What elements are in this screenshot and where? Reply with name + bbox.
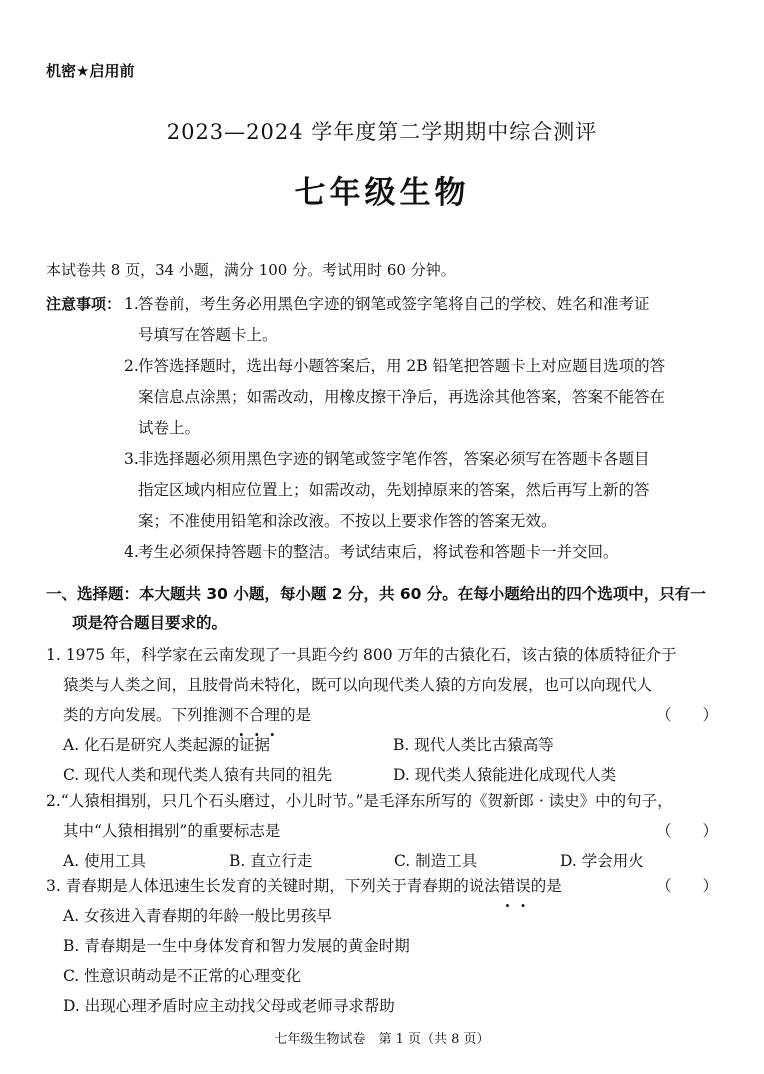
stem-text: 类的方向发展。下列推测 xyxy=(63,706,234,724)
stem-text: 其中“人猿相揖别”的重要标志是 xyxy=(63,822,281,840)
option-b[interactable]: B. 青春期是一生中身体发育和智力发展的黄金时期 xyxy=(63,937,410,955)
section-heading xyxy=(46,580,736,638)
answer-bracket: （ ） xyxy=(655,706,718,724)
option-d[interactable]: D. 学会用火 xyxy=(560,852,644,870)
note-line: 案信息点涂黑；如需改动，用橡皮擦干净后，再选涂其他答案，答案不能答在 xyxy=(138,388,666,406)
question-stem-line: 2.“人猿相揖别，只几个石头磨过，小儿时节。”是毛泽东所写的《贺新郎 · 读史》中的句子， xyxy=(46,792,673,810)
option-d[interactable]: D. 出现心理矛盾时应主动找父母或老师寻求帮助 xyxy=(63,997,395,1015)
question-stem-line xyxy=(46,700,736,730)
question-2 xyxy=(46,786,736,876)
emphasis-dot-char: 不 xyxy=(233,706,250,724)
option-b[interactable]: B. 直立行走 xyxy=(229,852,313,870)
option-a[interactable]: A. 女孩进入青春期的年龄一般比男孩早 xyxy=(63,907,333,925)
emphasis-dot-char: 误 xyxy=(515,877,531,895)
option-a[interactable]: A. 化石是研究人类起源的证据 xyxy=(63,736,271,754)
note-item xyxy=(124,537,726,568)
note-line: 号填写在答题卡上。 xyxy=(138,326,278,344)
note-number: 1. xyxy=(124,295,139,313)
section-heading-line: 项是符合题目要求的。 xyxy=(72,614,228,632)
note-line: 试卷上。 xyxy=(138,419,201,437)
question-stem-line xyxy=(46,871,736,901)
note-line: 作答选择题时，选出每小题答案后，用 2B 铅笔把答题卡上对应题目选项的答 xyxy=(138,357,666,375)
emphasized-text xyxy=(500,877,531,895)
exam-intro: 本试卷共 8 页，34 小题，满分 100 分。考试用时 60 分钟。 xyxy=(46,261,456,279)
option-c[interactable]: C. 制造工具 xyxy=(394,852,478,870)
note-item xyxy=(124,289,726,351)
exam-title: 2023—2024 学年度第二学期期中综合测评 xyxy=(166,120,598,144)
stem-text: 的是 xyxy=(530,877,562,895)
note-number: 2. xyxy=(124,357,139,375)
section-heading-line: 一、选择题：本大题共 30 小题，每小题 2 分，共 60 分。在每小题给出的四个选项中，只有一 xyxy=(46,585,706,603)
note-line: 考生必须保持答题卡的整洁。考试结束后，将试卷和答题卡一并交回。 xyxy=(138,543,619,561)
question-3 xyxy=(46,871,736,1021)
note-number: 4. xyxy=(124,543,139,561)
stem-text: 3. 青春期是人体迅速生长发育的关键时期，下列关于青春期的说法 xyxy=(46,877,500,895)
note-line: 指定区域内相应位置上；如需改动，先划掉原来的答案，然后再写上新的答 xyxy=(138,481,650,499)
option-a[interactable]: A. 使用工具 xyxy=(63,852,147,870)
answer-bracket: （ ） xyxy=(655,877,718,895)
page-footer: 七年级生物试卷 第 1 页（共 8 页） xyxy=(274,1032,490,1047)
option-b[interactable]: B. 现代人类比古猿高等 xyxy=(393,736,554,754)
question-stem-line: 猿类与人类之间，且肢骨尚未特化，既可以向现代类人猿的方向发展，也可以向现代人 xyxy=(63,676,653,694)
note-line: 答卷前，考生务必用黑色字迹的钢笔或签字笔将自己的学校、姓名和准考证 xyxy=(138,295,650,313)
answer-bracket: （ ） xyxy=(655,822,718,840)
option-d[interactable]: D. 现代类人猿能进化成现代人类 xyxy=(393,766,617,784)
option-row xyxy=(46,730,736,760)
note-line: 非选择题必须用黑色字迹的钢笔或签字笔作答，答案必须写在答题卡各题目 xyxy=(138,450,650,468)
stem-text: 的是 xyxy=(280,706,312,724)
emphasis-dot-char: 合 xyxy=(249,706,265,724)
emphasis-dot-char: 理 xyxy=(264,706,281,724)
note-line: 案；不准使用铅笔和涂改液。不按以上要求作答的答案无效。 xyxy=(138,512,557,530)
question-1 xyxy=(46,640,736,790)
note-item xyxy=(124,351,726,444)
question-stem-line: 1. 1975 年，科学家在云南发现了一具距今约 800 万年的古猿化石，该古猿的体质特征介于 xyxy=(46,646,677,664)
notes-block xyxy=(46,289,726,568)
notes-label: 注意事项： xyxy=(46,295,122,313)
note-item xyxy=(124,444,726,537)
note-number: 3. xyxy=(124,450,139,468)
emphasis-dot-char: 错 xyxy=(499,877,516,895)
subject-title: 七年级生物 xyxy=(294,175,470,211)
question-stem-line xyxy=(46,816,736,846)
option-c[interactable]: C. 现代人类和现代类人猿有共同的祖先 xyxy=(63,766,333,784)
option-c[interactable]: C. 性意识萌动是不正常的心理变化 xyxy=(63,967,302,985)
emphasized-text xyxy=(234,706,281,724)
confidential-label: 机密★启用前 xyxy=(46,62,135,80)
